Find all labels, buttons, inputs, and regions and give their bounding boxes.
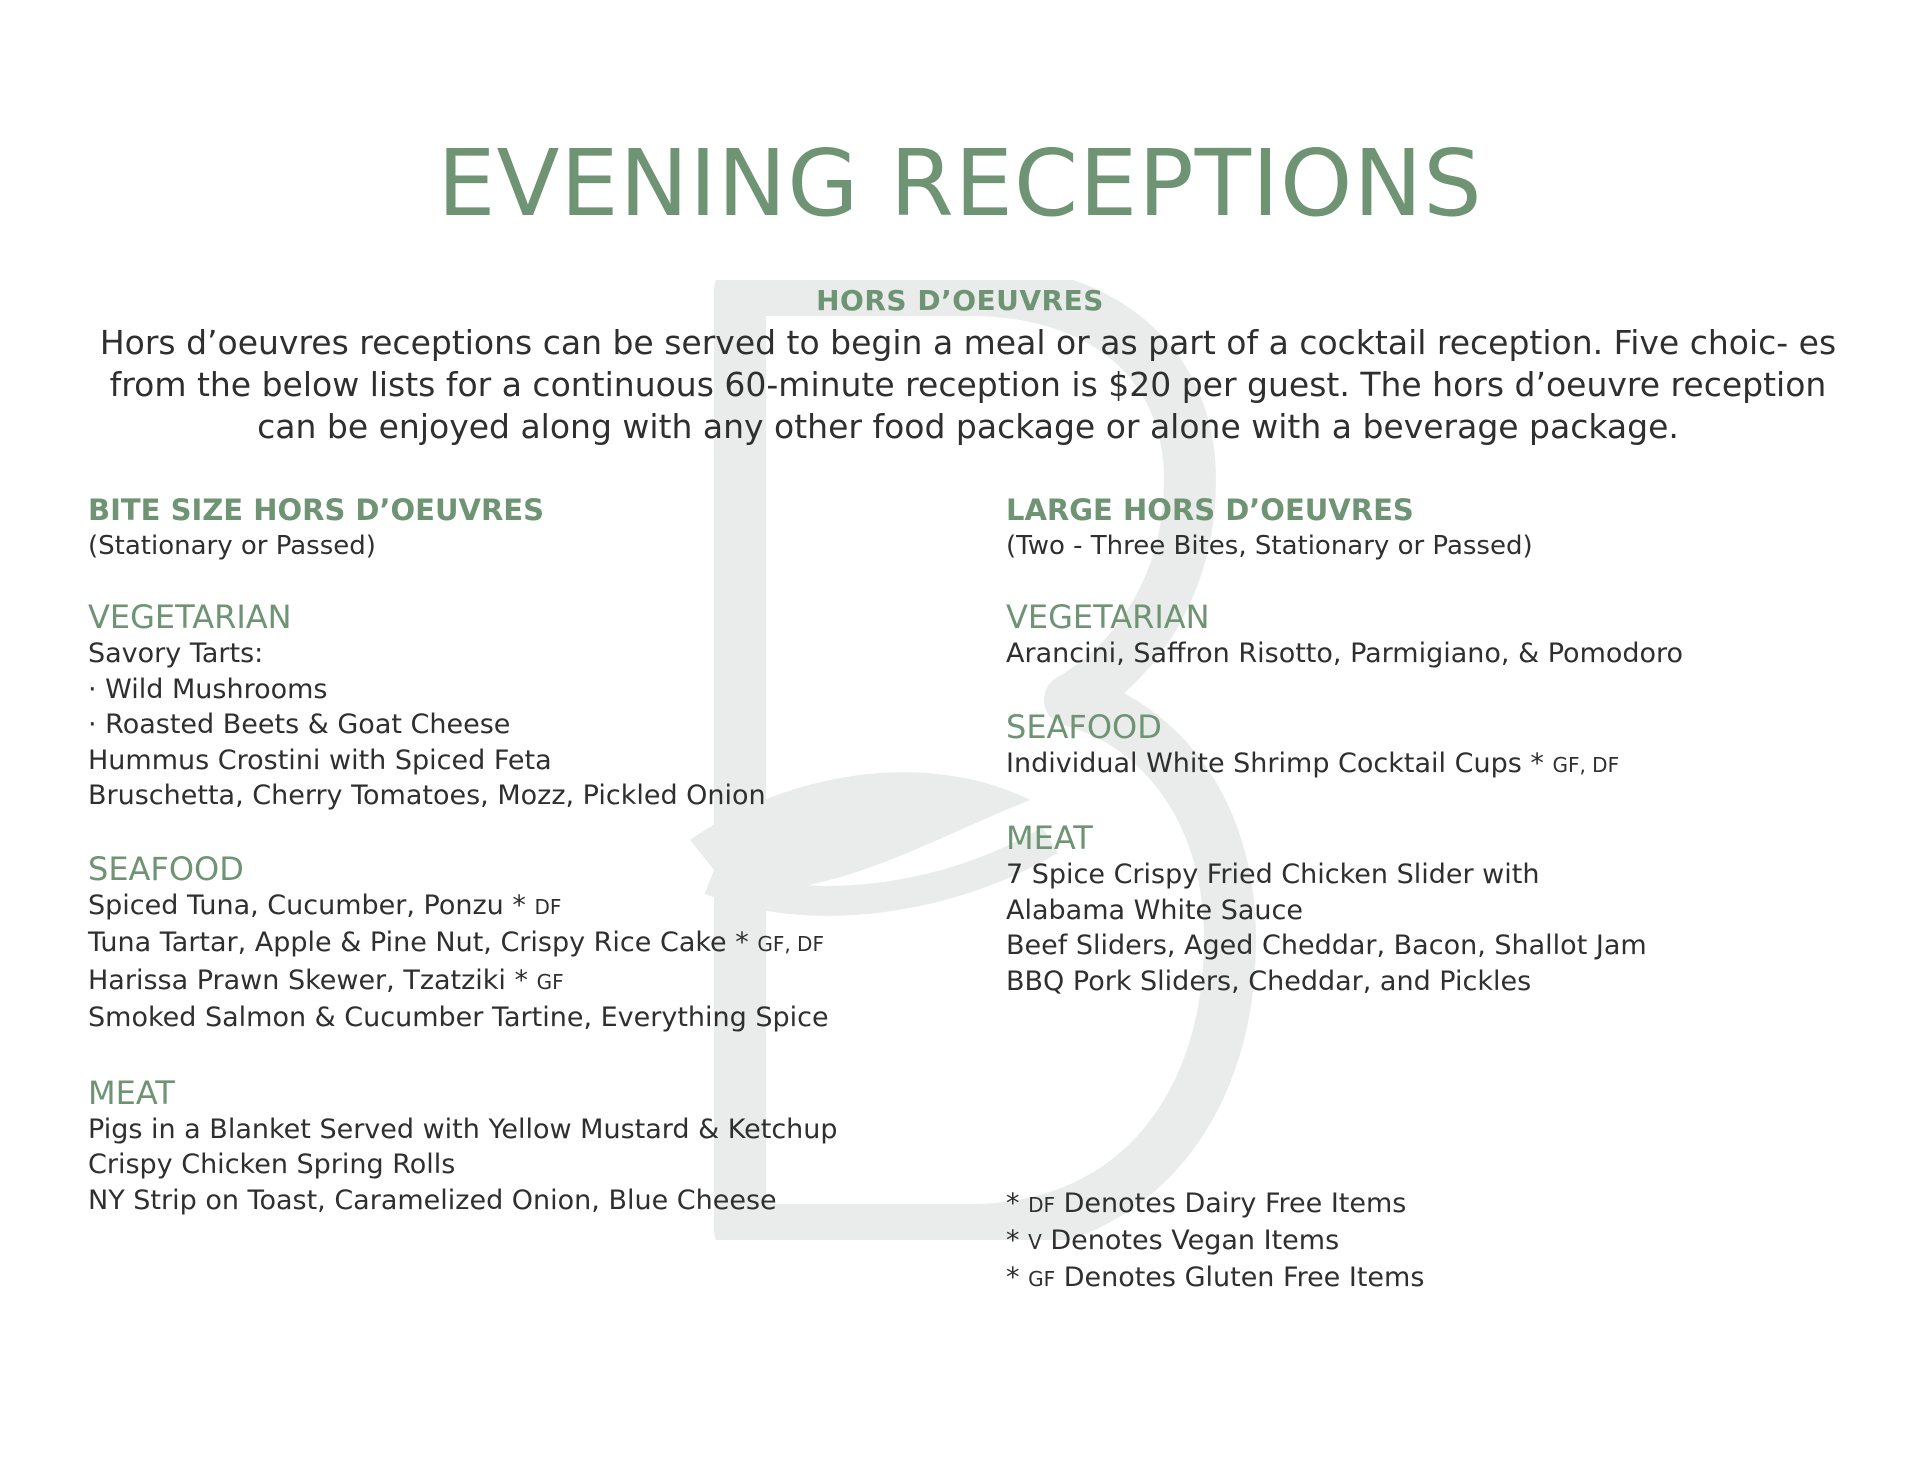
- diet-tag: GF: [1028, 1267, 1056, 1291]
- menu-item-text: Tuna Tartar, Apple & Pine Nut, Crispy Rice Cake *: [88, 927, 758, 958]
- bite-meat-group: [88, 1074, 928, 1219]
- diet-legend: [1006, 1186, 1424, 1297]
- menu-item: Pigs in a Blanket Served with Yellow Mustard & Ketchup: [88, 1113, 838, 1145]
- intro-heading: HORS D’OEUVRES: [816, 284, 1104, 317]
- legend-item: [1006, 1186, 1424, 1223]
- legend-text: Denotes Dairy Free Items: [1055, 1188, 1407, 1219]
- menu-item: Crispy Chicken Spring Rolls: [88, 1149, 456, 1180]
- menu-item: Beef Sliders, Aged Cheddar, Bacon, Shallot Jam: [1006, 930, 1647, 961]
- menu-item: NY Strip on Toast, Caramelized Onion, Blue Cheese: [88, 1184, 777, 1216]
- menu-item: [88, 1000, 928, 1038]
- bite-size-subtitle: (Stationary or Passed): [88, 531, 376, 561]
- legend-item: [1006, 1260, 1424, 1297]
- category-label: VEGETARIAN: [1006, 598, 1210, 636]
- menu-item: Bruschetta, Cherry Tomatoes, Mozz, Pickled Onion: [88, 780, 766, 811]
- bite-seafood-group: [88, 850, 928, 1038]
- legend-text: Denotes Vegan Items: [1041, 1225, 1340, 1256]
- diet-tag: GF: [536, 969, 564, 994]
- diet-tag: DF: [534, 894, 562, 919]
- category-label: MEAT: [88, 1073, 175, 1112]
- large-title: LARGE HORS D’OEUVRES: [1006, 493, 1414, 527]
- intro-paragraph: Hors d’oeuvres receptions can be served to begin a meal or as part of a cocktail reception. Five choic- es from the below lists for a continuous 60-minute reception is $20 per guest. The hors d’oeuvre reception can be enjoyed along with any other food package or alone with a beverage package.: [99, 323, 1837, 446]
- page-title: EVENING RECEPTIONS: [437, 130, 1483, 237]
- bite-size-column: [88, 492, 928, 1254]
- menu-item: Savory Tarts:: [88, 638, 264, 669]
- category-label: SEAFOOD: [88, 849, 244, 888]
- diet-tag: V: [1028, 1230, 1042, 1254]
- menu-item: · Wild Mushrooms: [88, 673, 328, 705]
- bite-size-title: BITE SIZE HORS D’OEUVRES: [88, 493, 544, 527]
- diet-tag: GF, DF: [1552, 752, 1620, 777]
- large-vegetarian-group: [1006, 598, 1846, 672]
- large-subtitle: (Two - Three Bites, Stationary or Passed): [1006, 531, 1533, 561]
- menu-item: 7 Spice Crispy Fried Chicken Slider with: [1006, 859, 1540, 890]
- menu-item: Arancini, Saffron Risotto, Parmigiano, & Pomodoro: [1006, 638, 1684, 669]
- menu-item: Alabama White Sauce: [1006, 894, 1303, 926]
- menu-item: · Roasted Beets & Goat Cheese: [88, 709, 511, 740]
- menu-item: BBQ Pork Sliders, Cheddar, and Pickles: [1006, 965, 1532, 997]
- large-seafood-group: [1006, 708, 1846, 784]
- menu-item-text: Harissa Prawn Skewer, Tzatziki *: [88, 964, 537, 996]
- category-label: SEAFOOD: [1006, 707, 1162, 746]
- legend-asterisk: *: [1006, 1225, 1029, 1256]
- diet-tag: DF: [1028, 1193, 1055, 1217]
- menu-item: [88, 963, 928, 1001]
- legend-text: Denotes Gluten Free Items: [1055, 1262, 1425, 1293]
- legend-asterisk: *: [1006, 1262, 1029, 1293]
- menu-item: [1006, 746, 1846, 784]
- diet-tag: GF, DF: [757, 932, 824, 956]
- menu-item: Hummus Crostini with Spiced Feta: [88, 744, 552, 776]
- menu-item-text: Spiced Tuna, Cucumber, Ponzu *: [88, 889, 535, 921]
- category-label: MEAT: [1006, 819, 1093, 857]
- bite-vegetarian-group: [88, 598, 928, 814]
- large-column: [1006, 492, 1846, 1035]
- legend-asterisk: *: [1006, 1188, 1029, 1219]
- menu-item-text: Smoked Salmon & Cucumber Tartine, Everything Spice: [88, 1002, 829, 1033]
- menu-item: [88, 888, 928, 926]
- menu-item: [88, 925, 928, 963]
- large-meat-group: [1006, 819, 1846, 999]
- menu-item-text: Individual White Shrimp Cocktail Cups *: [1006, 747, 1553, 779]
- legend-item: [1006, 1223, 1424, 1260]
- category-label: VEGETARIAN: [88, 598, 292, 636]
